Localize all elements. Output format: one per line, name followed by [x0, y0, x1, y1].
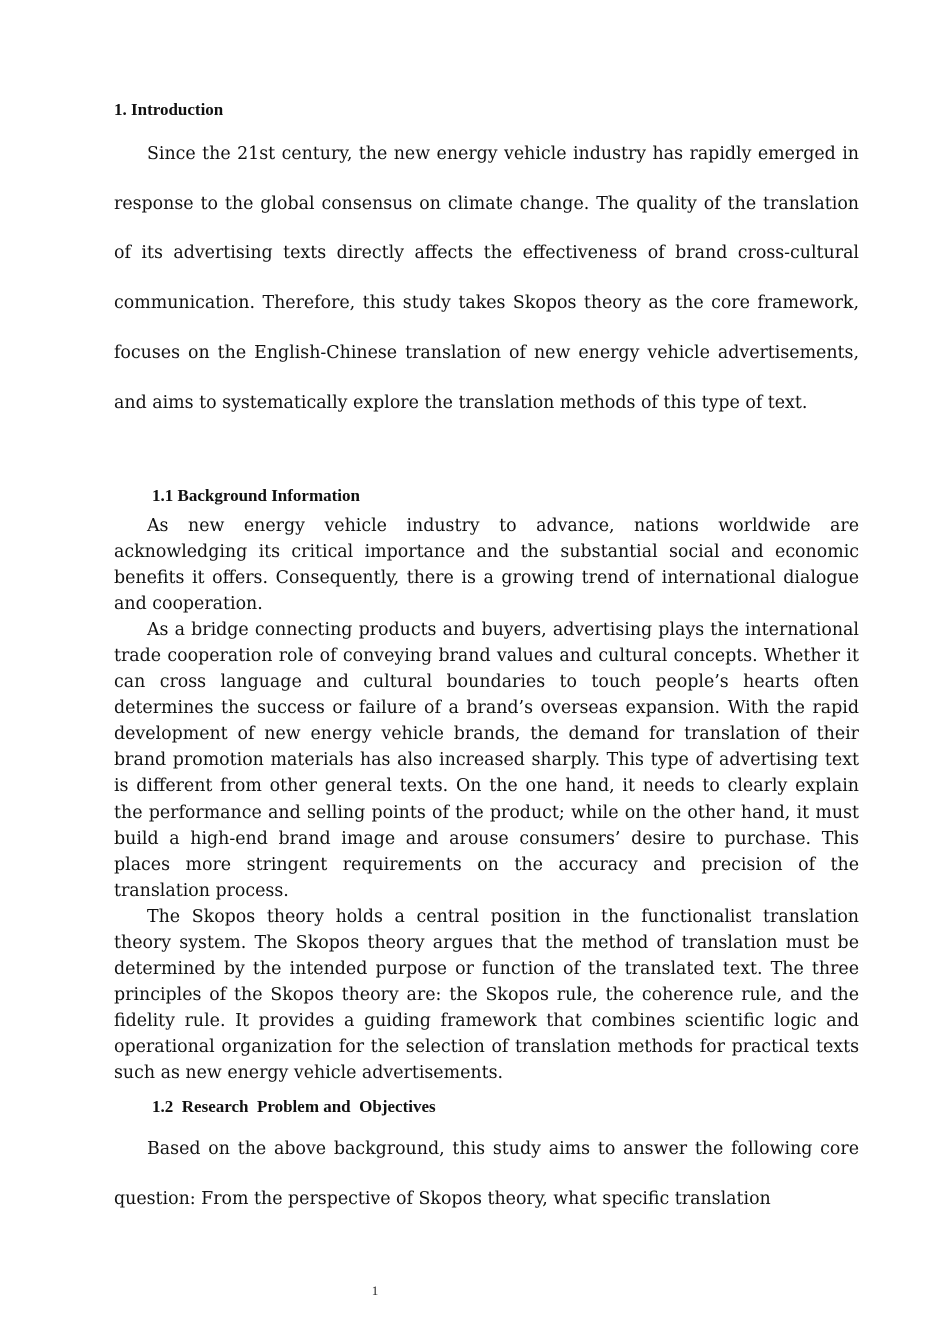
section-heading-introduction: 1. Introduction [114, 100, 224, 119]
background-body [114, 513, 859, 1086]
section-heading-research-problem: 1.2 Research Problem and Objectives [152, 1097, 436, 1116]
paragraph: Based on the above background, this study aims to answer the following core question: From the perspective of Skopos theory, what specific translation [114, 1139, 859, 1209]
page-number: 1 [371, 1283, 379, 1298]
paragraph: As new energy vehicle industry to advance, nations worldwide are acknowledging its critical importance and the substantial social and economic benefits it offers. Consequently, there is a growing trend of international dialogue and cooperation. [114, 516, 859, 615]
research-problem-body [114, 1125, 859, 1224]
paragraph: The Skopos theory holds a central position in the functionalist translation theory system. The Skopos theory argues that the method of translation must be determined by the intended purpose or function of the translated text. The three principles of the Skopos theory are: the Skopos rule, the coherence rule, and the fidelity rule. It provides a guiding framework that combines scientific logic and operational organization for the selection of translation methods for practical texts such as new energy vehicle advertisements. [114, 906, 859, 1083]
introduction-body [114, 130, 859, 428]
paragraph: Since the 21st century, the new energy vehicle industry has rapidly emerged in response to the global consensus on climate change. The quality of the translation of its advertising texts directly affects the effectiveness of brand cross-cultural communication. Therefore, this study takes Skopos theory as the core framework, focuses on the English-Chinese translation of new energy vehicle advertisements, and aims to systematically explore the translation methods of this type of text. [114, 144, 859, 413]
section-heading-background: 1.1 Background Information [152, 486, 360, 505]
paragraph: As a bridge connecting products and buyers, advertising plays the international trade cooperation role of conveying brand values and cultural concepts. Whether it can cross language and cultural boundaries to touch people’s hearts often determines the success or failure of a brand’s overseas expansion. With the rapid development of new energy vehicle brands, the demand for translation of their brand promotion materials has also increased sharply. This type of advertising text is different from other general texts. On the one hand, it needs to clearly explain the performance and selling points of the product; while on the other hand, it must build a high-end brand image and arouse consumers’ desire to purchase. This places more stringent requirements on the accuracy and precision of the translation process. [114, 620, 859, 901]
